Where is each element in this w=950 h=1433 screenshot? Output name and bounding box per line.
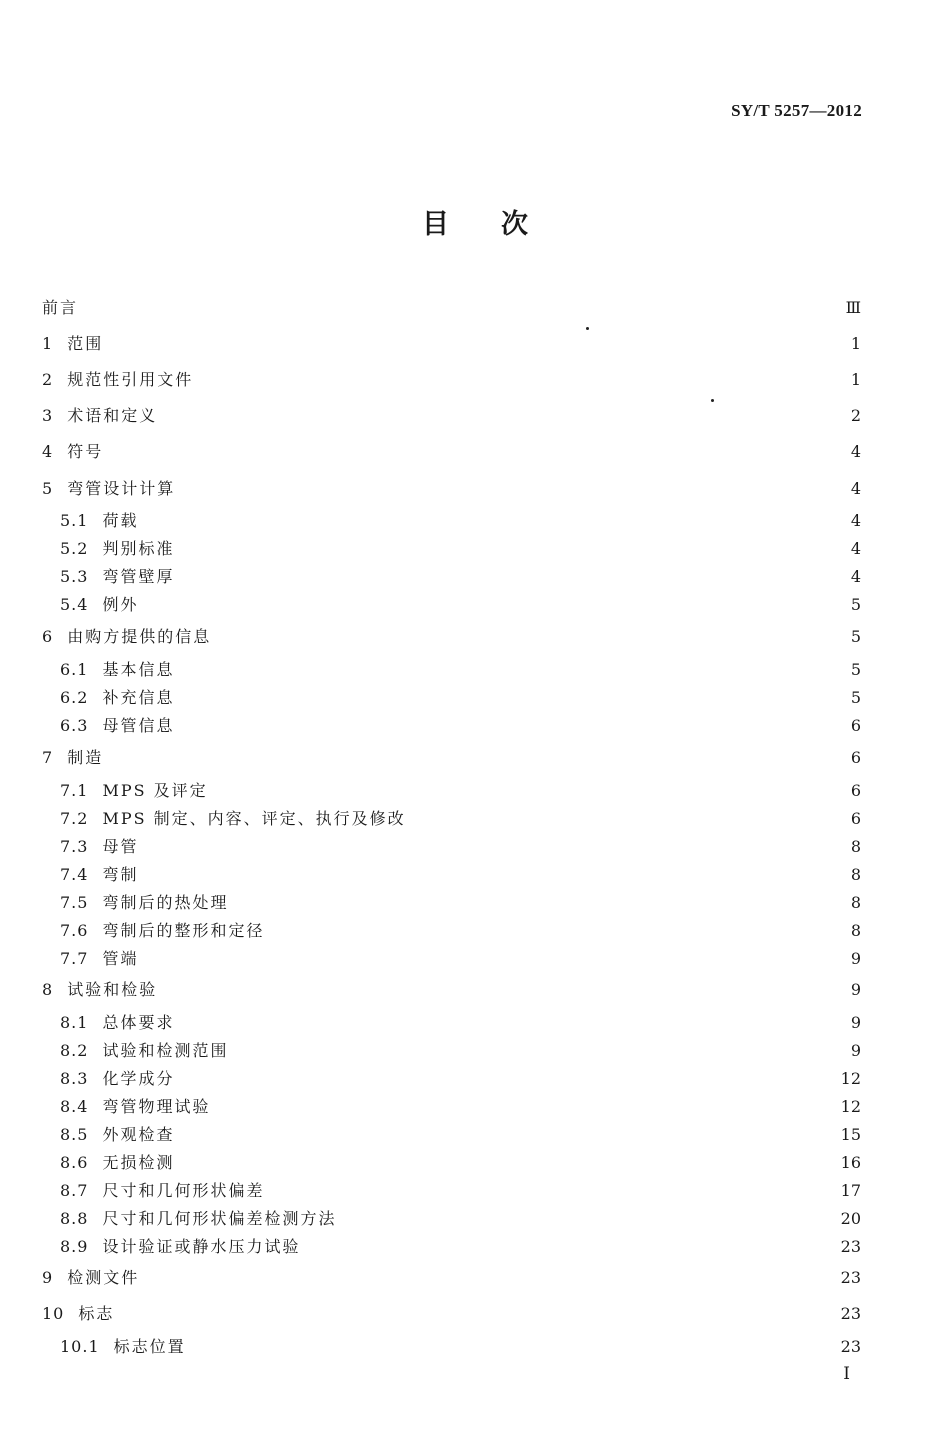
dot-leader: [182, 658, 842, 682]
toc-entry[interactable]: [42, 368, 861, 392]
toc-entry-page: 23: [840, 1304, 861, 1323]
toc-entry-number: 1: [42, 334, 54, 353]
dot-leader: [147, 1266, 832, 1290]
toc-entry-number: 2: [42, 370, 54, 389]
toc-entry-page: 9: [850, 1013, 861, 1032]
dot-leader: [272, 919, 842, 943]
toc-entry-page: 6: [850, 809, 861, 828]
toc-entry-number: 9: [42, 1268, 54, 1287]
toc-entry-label: 制造: [67, 748, 104, 767]
toc-entry-label: 范围: [67, 334, 104, 353]
toc-entry-label: 弯管物理试验: [102, 1097, 211, 1116]
toc-entry[interactable]: [60, 807, 861, 831]
scan-speck: [711, 399, 714, 402]
toc-entry-number: 3: [42, 406, 54, 425]
toc-entry-number: 8.5: [60, 1125, 89, 1144]
toc-entry-page: 23: [840, 1268, 861, 1287]
dot-leader: [86, 296, 838, 320]
standard-code: SY/T 5257—2012: [731, 101, 862, 120]
toc-entry[interactable]: [60, 1335, 861, 1359]
toc-entry[interactable]: [60, 863, 861, 887]
toc-entry[interactable]: [60, 509, 861, 533]
toc-entry[interactable]: [60, 565, 861, 589]
toc-entry[interactable]: [60, 891, 861, 915]
toc-entry[interactable]: [42, 746, 861, 770]
dot-leader: [146, 593, 842, 617]
toc-entry-label: 弯管设计计算: [67, 479, 176, 498]
toc-entry[interactable]: [60, 1011, 861, 1035]
toc-entry[interactable]: [42, 978, 861, 1002]
toc-entry-page: 8: [850, 921, 861, 940]
toc-entry-label: 总体要求: [102, 1013, 175, 1032]
toc-entry-number: 7.4: [60, 865, 89, 884]
toc-entry-number: 7: [42, 748, 54, 767]
toc-entry[interactable]: [60, 1151, 861, 1175]
toc-entry-page: 4: [850, 511, 861, 530]
toc-entry-label: 无损检测: [102, 1153, 175, 1172]
toc-entry-number: 8.7: [60, 1181, 89, 1200]
toc-entry-label: 弯制后的热处理: [102, 893, 229, 912]
dot-leader: [182, 1123, 832, 1147]
toc-entry[interactable]: [42, 1302, 861, 1326]
toc-entry-number: 8.8: [60, 1209, 89, 1228]
toc-entry[interactable]: [60, 835, 861, 859]
toc-entry-number: 5.3: [60, 567, 89, 586]
toc-entry-label: 外观检查: [102, 1125, 175, 1144]
dot-leader: [146, 509, 842, 533]
toc-entry-page: 17: [840, 1181, 861, 1200]
toc-entry-page: 9: [850, 980, 861, 999]
toc-entry-number: 8.3: [60, 1069, 89, 1088]
toc-entry[interactable]: [60, 1179, 861, 1203]
toc-entry-page: 20: [840, 1209, 861, 1228]
dot-leader: [111, 332, 843, 356]
toc-entry-label: 尺寸和几何形状偏差检测方法: [102, 1209, 337, 1228]
toc-entry[interactable]: [60, 919, 861, 943]
toc-entry-label: MPS 及评定: [102, 781, 208, 800]
toc-entry-label: 母管信息: [102, 716, 175, 735]
dot-leader: [182, 1067, 832, 1091]
toc-entry-page: 4: [850, 539, 861, 558]
dot-leader: [236, 1039, 842, 1063]
toc-entry-number: 5.1: [60, 511, 89, 530]
toc-entry-label: 弯制后的整形和定径: [102, 921, 265, 940]
toc-entry[interactable]: [60, 1067, 861, 1091]
toc-entry-page: 6: [850, 781, 861, 800]
dot-leader: [308, 1235, 832, 1259]
toc-entry[interactable]: [60, 686, 861, 710]
toc-entry-label: 弯管壁厚: [102, 567, 175, 586]
toc-entry-label: 判别标准: [102, 539, 175, 558]
toc-entry-page: 8: [850, 837, 861, 856]
toc-entry-number: 4: [42, 442, 54, 461]
toc-entry-number: 8.1: [60, 1013, 89, 1032]
toc-entry-label: 检测文件: [67, 1268, 140, 1287]
toc-entry-label: 术语和定义: [67, 406, 158, 425]
dot-leader: [218, 1095, 832, 1119]
toc-entry-label: 例外: [102, 595, 139, 614]
toc-entry-label: 母管: [102, 837, 139, 856]
toc-entry[interactable]: [60, 1095, 861, 1119]
dot-leader: [146, 863, 842, 887]
toc-entry-label: 设计验证或静水压力试验: [102, 1237, 301, 1256]
toc-entry-page: 5: [850, 660, 861, 679]
toc-entry[interactable]: [60, 714, 861, 738]
toc-entry-page: 2: [850, 406, 861, 425]
toc-entry-label: 标志: [78, 1304, 115, 1323]
toc-entry-page: 6: [850, 748, 861, 767]
toc-entry-number: 8.2: [60, 1041, 89, 1060]
dot-leader: [122, 1302, 832, 1326]
toc-entry-number: 7.1: [60, 781, 89, 800]
toc-entry-page: 16: [840, 1153, 861, 1172]
toc-entry-number: 7.5: [60, 893, 89, 912]
toc-entry-label: 尺寸和几何形状偏差: [102, 1181, 265, 1200]
toc-entry-page: 6: [850, 716, 861, 735]
toc-entry[interactable]: [60, 947, 861, 971]
toc-entry[interactable]: [42, 296, 861, 320]
toc-entry[interactable]: [60, 1039, 861, 1063]
dot-leader: [182, 686, 842, 710]
toc-entry-number: 6.1: [60, 660, 89, 679]
toc-entry-label: 前言: [42, 298, 79, 317]
toc-entry-number: 8.6: [60, 1153, 89, 1172]
dot-leader: [219, 625, 843, 649]
toc-entry-label: 弯制: [102, 865, 139, 884]
toc-entry-label: 化学成分: [102, 1069, 175, 1088]
toc-entry-number: 8.4: [60, 1097, 89, 1116]
toc-entry-page: 1: [850, 370, 861, 389]
toc-entry-page: 12: [840, 1069, 861, 1088]
dot-leader: [182, 1151, 832, 1175]
toc-entry-number: 10: [42, 1304, 65, 1323]
toc-entry-number: 10.1: [60, 1337, 100, 1356]
toc-entry[interactable]: [60, 1123, 861, 1147]
dot-leader: [182, 714, 842, 738]
title-char-2: 次: [501, 209, 528, 240]
toc-entry-page: 23: [840, 1237, 861, 1256]
toc-entry-number: 6: [42, 627, 54, 646]
toc-entry-page: 5: [850, 688, 861, 707]
toc-entry-page: 4: [850, 479, 861, 498]
toc-entry[interactable]: [42, 404, 861, 428]
toc-entry-page: 12: [840, 1097, 861, 1116]
dot-leader: [111, 440, 843, 464]
title-char-1: 目: [422, 209, 449, 240]
toc-entry-number: 7.6: [60, 921, 89, 940]
toc-entry-label: 荷载: [102, 511, 139, 530]
toc-entry-page: Ⅲ: [845, 298, 861, 317]
toc-entry-page: 9: [850, 949, 861, 968]
toc-entry-page: 4: [850, 567, 861, 586]
toc-entry-label: 基本信息: [102, 660, 175, 679]
toc-entry[interactable]: [60, 537, 861, 561]
dot-leader: [146, 947, 842, 971]
toc-entry-page: 8: [850, 865, 861, 884]
toc-entry-label: 规范性引用文件: [67, 370, 194, 389]
dot-leader: [165, 978, 843, 1002]
toc-entry-number: 5: [42, 479, 54, 498]
toc-entry-page: 23: [840, 1337, 861, 1356]
toc-entry[interactable]: [60, 779, 861, 803]
toc-entry[interactable]: [60, 1207, 861, 1231]
toc-entry[interactable]: [42, 440, 861, 464]
toc-entry-number: 5.2: [60, 539, 89, 558]
toc-entry[interactable]: [42, 477, 861, 501]
dot-leader: [183, 477, 843, 501]
dot-leader: [165, 404, 843, 428]
toc-entry-page: 5: [850, 595, 861, 614]
toc-entry-label: MPS 制定、内容、评定、执行及修改: [102, 809, 406, 828]
dot-leader: [236, 891, 842, 915]
dot-leader: [182, 537, 842, 561]
dot-leader: [216, 779, 843, 803]
toc-entry-label: 由购方提供的信息: [67, 627, 212, 646]
dot-leader: [182, 565, 842, 589]
toc-entry[interactable]: [42, 625, 861, 649]
dot-leader: [272, 1179, 832, 1203]
toc-entry-number: 5.4: [60, 595, 89, 614]
toc-entry-label: 管端: [102, 949, 139, 968]
dot-leader: [111, 746, 843, 770]
toc-entry[interactable]: [42, 1266, 861, 1290]
toc-entry-page: 15: [840, 1125, 861, 1144]
dot-leader: [414, 807, 843, 831]
dot-leader: [146, 835, 842, 859]
page-number: I: [843, 1364, 850, 1384]
toc-entry-page: 5: [850, 627, 861, 646]
toc-entry-number: 8: [42, 980, 54, 999]
toc-entry-page: 9: [850, 1041, 861, 1060]
toc-entry-number: 7.7: [60, 949, 89, 968]
toc-entry-label: 试验和检测范围: [102, 1041, 229, 1060]
toc-entry-number: 6.2: [60, 688, 89, 707]
toc-entry-number: 7.3: [60, 837, 89, 856]
toc-entry-page: 8: [850, 893, 861, 912]
dot-leader: [344, 1207, 832, 1231]
toc-entry-number: 7.2: [60, 809, 89, 828]
toc-entry-number: 6.3: [60, 716, 89, 735]
dot-leader: [182, 1011, 842, 1035]
toc-entry-label: 补充信息: [102, 688, 175, 707]
toc-entry[interactable]: [60, 1235, 861, 1259]
toc-entry-label: 标志位置: [113, 1337, 186, 1356]
toc-entry-label: 试验和检验: [67, 980, 158, 999]
toc-entry-number: 8.9: [60, 1237, 89, 1256]
toc-entry[interactable]: [42, 332, 861, 356]
scan-speck: [586, 327, 589, 330]
toc-entry[interactable]: [60, 658, 861, 682]
toc-entry-page: 4: [850, 442, 861, 461]
toc-entry-label: 符号: [67, 442, 104, 461]
dot-leader: [201, 368, 843, 392]
dot-leader: [194, 1335, 833, 1359]
toc-entry[interactable]: [60, 593, 861, 617]
toc-entry-page: 1: [850, 334, 861, 353]
